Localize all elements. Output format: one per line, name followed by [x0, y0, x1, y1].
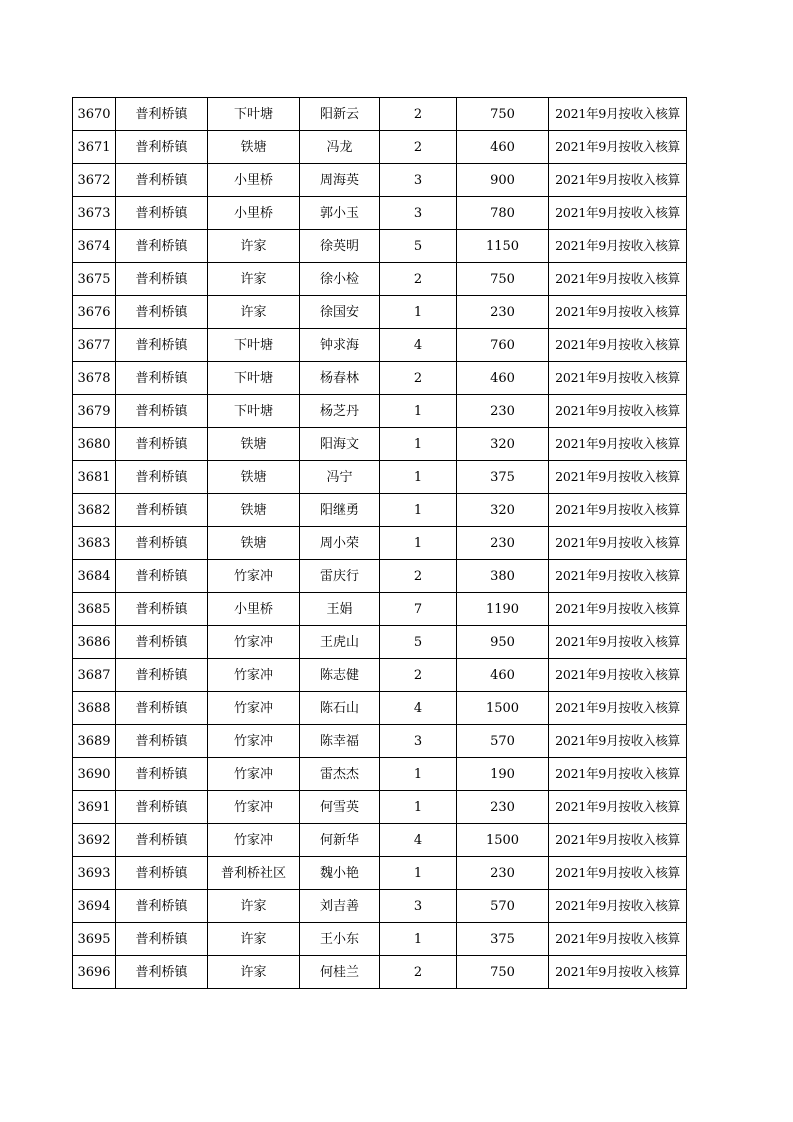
assessment-note-cell: 2021年9月按收入核算 — [549, 98, 687, 131]
table-row — [73, 395, 687, 428]
person-name-cell: 周海英 — [300, 164, 380, 197]
person-name-cell: 雷庆行 — [300, 560, 380, 593]
person-name-cell: 魏小艳 — [300, 857, 380, 890]
village-cell: 普利桥社区 — [208, 857, 300, 890]
town-cell: 普利桥镇 — [116, 263, 208, 296]
table-row — [73, 692, 687, 725]
table-row — [73, 758, 687, 791]
amount-cell: 570 — [457, 725, 549, 758]
record-number-cell: 3682 — [73, 494, 116, 527]
amount-cell: 460 — [457, 362, 549, 395]
town-cell: 普利桥镇 — [116, 593, 208, 626]
record-number-cell: 3674 — [73, 230, 116, 263]
table-row — [73, 527, 687, 560]
person-name-cell: 陈石山 — [300, 692, 380, 725]
person-name-cell: 徐英明 — [300, 230, 380, 263]
amount-cell: 780 — [457, 197, 549, 230]
household-size-cell: 7 — [380, 593, 457, 626]
town-cell: 普利桥镇 — [116, 296, 208, 329]
household-size-cell: 2 — [380, 263, 457, 296]
assessment-note-cell: 2021年9月按收入核算 — [549, 824, 687, 857]
amount-cell: 1500 — [457, 824, 549, 857]
household-size-cell: 2 — [380, 98, 457, 131]
person-name-cell: 何雪英 — [300, 791, 380, 824]
record-number-cell: 3690 — [73, 758, 116, 791]
town-cell: 普利桥镇 — [116, 230, 208, 263]
records-table — [72, 97, 687, 989]
assessment-note-cell: 2021年9月按收入核算 — [549, 395, 687, 428]
amount-cell: 375 — [457, 461, 549, 494]
town-cell: 普利桥镇 — [116, 395, 208, 428]
town-cell: 普利桥镇 — [116, 791, 208, 824]
household-size-cell: 2 — [380, 659, 457, 692]
record-number-cell: 3679 — [73, 395, 116, 428]
table-row — [73, 164, 687, 197]
assessment-note-cell: 2021年9月按收入核算 — [549, 296, 687, 329]
assessment-note-cell: 2021年9月按收入核算 — [549, 362, 687, 395]
household-size-cell: 3 — [380, 890, 457, 923]
assessment-note-cell: 2021年9月按收入核算 — [549, 791, 687, 824]
village-cell: 竹家冲 — [208, 659, 300, 692]
table-row — [73, 230, 687, 263]
record-number-cell: 3695 — [73, 923, 116, 956]
records-body — [73, 98, 687, 989]
amount-cell: 750 — [457, 263, 549, 296]
assessment-note-cell: 2021年9月按收入核算 — [549, 857, 687, 890]
village-cell: 铁塘 — [208, 527, 300, 560]
town-cell: 普利桥镇 — [116, 692, 208, 725]
person-name-cell: 王小东 — [300, 923, 380, 956]
household-size-cell: 4 — [380, 692, 457, 725]
village-cell: 许家 — [208, 263, 300, 296]
table-row — [73, 560, 687, 593]
table-row — [73, 725, 687, 758]
town-cell: 普利桥镇 — [116, 197, 208, 230]
table-row — [73, 791, 687, 824]
village-cell: 下叶塘 — [208, 329, 300, 362]
village-cell: 竹家冲 — [208, 626, 300, 659]
town-cell: 普利桥镇 — [116, 626, 208, 659]
table-row — [73, 296, 687, 329]
record-number-cell: 3688 — [73, 692, 116, 725]
amount-cell: 320 — [457, 428, 549, 461]
village-cell: 小里桥 — [208, 197, 300, 230]
amount-cell: 460 — [457, 131, 549, 164]
record-number-cell: 3677 — [73, 329, 116, 362]
table-row — [73, 824, 687, 857]
person-name-cell: 杨芝丹 — [300, 395, 380, 428]
record-number-cell: 3673 — [73, 197, 116, 230]
village-cell: 小里桥 — [208, 164, 300, 197]
village-cell: 竹家冲 — [208, 560, 300, 593]
village-cell: 铁塘 — [208, 461, 300, 494]
record-number-cell: 3672 — [73, 164, 116, 197]
person-name-cell: 王虎山 — [300, 626, 380, 659]
village-cell: 竹家冲 — [208, 692, 300, 725]
village-cell: 竹家冲 — [208, 758, 300, 791]
amount-cell: 230 — [457, 296, 549, 329]
record-number-cell: 3675 — [73, 263, 116, 296]
household-size-cell: 2 — [380, 560, 457, 593]
village-cell: 下叶塘 — [208, 395, 300, 428]
amount-cell: 375 — [457, 923, 549, 956]
amount-cell: 570 — [457, 890, 549, 923]
table-row — [73, 890, 687, 923]
table-row — [73, 329, 687, 362]
town-cell: 普利桥镇 — [116, 725, 208, 758]
town-cell: 普利桥镇 — [116, 890, 208, 923]
town-cell: 普利桥镇 — [116, 98, 208, 131]
record-number-cell: 3693 — [73, 857, 116, 890]
amount-cell: 320 — [457, 494, 549, 527]
town-cell: 普利桥镇 — [116, 461, 208, 494]
person-name-cell: 徐小检 — [300, 263, 380, 296]
town-cell: 普利桥镇 — [116, 758, 208, 791]
table-row — [73, 659, 687, 692]
household-size-cell: 1 — [380, 494, 457, 527]
household-size-cell: 5 — [380, 230, 457, 263]
assessment-note-cell: 2021年9月按收入核算 — [549, 692, 687, 725]
village-cell: 竹家冲 — [208, 824, 300, 857]
village-cell: 许家 — [208, 296, 300, 329]
village-cell: 竹家冲 — [208, 791, 300, 824]
person-name-cell: 陈志健 — [300, 659, 380, 692]
assessment-note-cell: 2021年9月按收入核算 — [549, 593, 687, 626]
assessment-note-cell: 2021年9月按收入核算 — [549, 197, 687, 230]
table-row — [73, 263, 687, 296]
record-number-cell: 3686 — [73, 626, 116, 659]
household-size-cell: 1 — [380, 461, 457, 494]
town-cell: 普利桥镇 — [116, 956, 208, 989]
household-size-cell: 1 — [380, 395, 457, 428]
household-size-cell: 2 — [380, 956, 457, 989]
amount-cell: 760 — [457, 329, 549, 362]
village-cell: 小里桥 — [208, 593, 300, 626]
town-cell: 普利桥镇 — [116, 164, 208, 197]
household-size-cell: 4 — [380, 329, 457, 362]
person-name-cell: 何新华 — [300, 824, 380, 857]
household-size-cell: 1 — [380, 527, 457, 560]
table-row — [73, 593, 687, 626]
amount-cell: 230 — [457, 791, 549, 824]
village-cell: 许家 — [208, 923, 300, 956]
record-number-cell: 3684 — [73, 560, 116, 593]
person-name-cell: 阳海文 — [300, 428, 380, 461]
household-size-cell: 1 — [380, 857, 457, 890]
record-number-cell: 3696 — [73, 956, 116, 989]
village-cell: 许家 — [208, 890, 300, 923]
table-row — [73, 98, 687, 131]
record-number-cell: 3691 — [73, 791, 116, 824]
amount-cell: 460 — [457, 659, 549, 692]
record-number-cell: 3676 — [73, 296, 116, 329]
amount-cell: 900 — [457, 164, 549, 197]
village-cell: 下叶塘 — [208, 98, 300, 131]
assessment-note-cell: 2021年9月按收入核算 — [549, 131, 687, 164]
person-name-cell: 刘吉善 — [300, 890, 380, 923]
person-name-cell: 何桂兰 — [300, 956, 380, 989]
amount-cell: 950 — [457, 626, 549, 659]
town-cell: 普利桥镇 — [116, 560, 208, 593]
table-row — [73, 494, 687, 527]
amount-cell: 750 — [457, 956, 549, 989]
amount-cell: 1500 — [457, 692, 549, 725]
record-number-cell: 3685 — [73, 593, 116, 626]
town-cell: 普利桥镇 — [116, 659, 208, 692]
table-row — [73, 956, 687, 989]
town-cell: 普利桥镇 — [116, 362, 208, 395]
assessment-note-cell: 2021年9月按收入核算 — [549, 428, 687, 461]
village-cell: 下叶塘 — [208, 362, 300, 395]
town-cell: 普利桥镇 — [116, 494, 208, 527]
table-row — [73, 197, 687, 230]
household-size-cell: 1 — [380, 923, 457, 956]
record-number-cell: 3692 — [73, 824, 116, 857]
household-size-cell: 4 — [380, 824, 457, 857]
assessment-note-cell: 2021年9月按收入核算 — [549, 164, 687, 197]
record-number-cell: 3694 — [73, 890, 116, 923]
town-cell: 普利桥镇 — [116, 131, 208, 164]
town-cell: 普利桥镇 — [116, 527, 208, 560]
amount-cell: 1150 — [457, 230, 549, 263]
assessment-note-cell: 2021年9月按收入核算 — [549, 923, 687, 956]
assessment-note-cell: 2021年9月按收入核算 — [549, 956, 687, 989]
household-size-cell: 5 — [380, 626, 457, 659]
amount-cell: 230 — [457, 857, 549, 890]
assessment-note-cell: 2021年9月按收入核算 — [549, 758, 687, 791]
town-cell: 普利桥镇 — [116, 329, 208, 362]
record-number-cell: 3670 — [73, 98, 116, 131]
village-cell: 铁塘 — [208, 131, 300, 164]
person-name-cell: 周小荣 — [300, 527, 380, 560]
person-name-cell: 雷杰杰 — [300, 758, 380, 791]
household-size-cell: 3 — [380, 164, 457, 197]
assessment-note-cell: 2021年9月按收入核算 — [549, 329, 687, 362]
amount-cell: 380 — [457, 560, 549, 593]
village-cell: 许家 — [208, 230, 300, 263]
town-cell: 普利桥镇 — [116, 857, 208, 890]
assessment-note-cell: 2021年9月按收入核算 — [549, 890, 687, 923]
record-number-cell: 3671 — [73, 131, 116, 164]
table-row — [73, 626, 687, 659]
table-row — [73, 362, 687, 395]
household-size-cell: 1 — [380, 791, 457, 824]
record-number-cell: 3678 — [73, 362, 116, 395]
household-size-cell: 3 — [380, 197, 457, 230]
person-name-cell: 冯龙 — [300, 131, 380, 164]
assessment-note-cell: 2021年9月按收入核算 — [549, 626, 687, 659]
record-number-cell: 3689 — [73, 725, 116, 758]
assessment-note-cell: 2021年9月按收入核算 — [549, 527, 687, 560]
record-number-cell: 3683 — [73, 527, 116, 560]
household-size-cell: 3 — [380, 725, 457, 758]
town-cell: 普利桥镇 — [116, 923, 208, 956]
person-name-cell: 钟求海 — [300, 329, 380, 362]
amount-cell: 230 — [457, 527, 549, 560]
person-name-cell: 陈幸福 — [300, 725, 380, 758]
village-cell: 铁塘 — [208, 428, 300, 461]
amount-cell: 1190 — [457, 593, 549, 626]
table-row — [73, 923, 687, 956]
person-name-cell: 阳新云 — [300, 98, 380, 131]
village-cell: 许家 — [208, 956, 300, 989]
town-cell: 普利桥镇 — [116, 824, 208, 857]
table-row — [73, 131, 687, 164]
assessment-note-cell: 2021年9月按收入核算 — [549, 659, 687, 692]
table-row — [73, 857, 687, 890]
household-size-cell: 1 — [380, 758, 457, 791]
household-size-cell: 2 — [380, 362, 457, 395]
assessment-note-cell: 2021年9月按收入核算 — [549, 461, 687, 494]
record-number-cell: 3687 — [73, 659, 116, 692]
person-name-cell: 徐国安 — [300, 296, 380, 329]
person-name-cell: 阳继勇 — [300, 494, 380, 527]
person-name-cell: 杨春林 — [300, 362, 380, 395]
village-cell: 铁塘 — [208, 494, 300, 527]
person-name-cell: 王娟 — [300, 593, 380, 626]
person-name-cell: 郭小玉 — [300, 197, 380, 230]
table-row — [73, 461, 687, 494]
village-cell: 竹家冲 — [208, 725, 300, 758]
person-name-cell: 冯宁 — [300, 461, 380, 494]
household-size-cell: 2 — [380, 131, 457, 164]
assessment-note-cell: 2021年9月按收入核算 — [549, 263, 687, 296]
assessment-note-cell: 2021年9月按收入核算 — [549, 560, 687, 593]
assessment-note-cell: 2021年9月按收入核算 — [549, 494, 687, 527]
amount-cell: 230 — [457, 395, 549, 428]
assessment-note-cell: 2021年9月按收入核算 — [549, 725, 687, 758]
household-size-cell: 1 — [380, 296, 457, 329]
assessment-note-cell: 2021年9月按收入核算 — [549, 230, 687, 263]
amount-cell: 750 — [457, 98, 549, 131]
amount-cell: 190 — [457, 758, 549, 791]
record-number-cell: 3681 — [73, 461, 116, 494]
table-row — [73, 428, 687, 461]
record-number-cell: 3680 — [73, 428, 116, 461]
household-size-cell: 1 — [380, 428, 457, 461]
town-cell: 普利桥镇 — [116, 428, 208, 461]
